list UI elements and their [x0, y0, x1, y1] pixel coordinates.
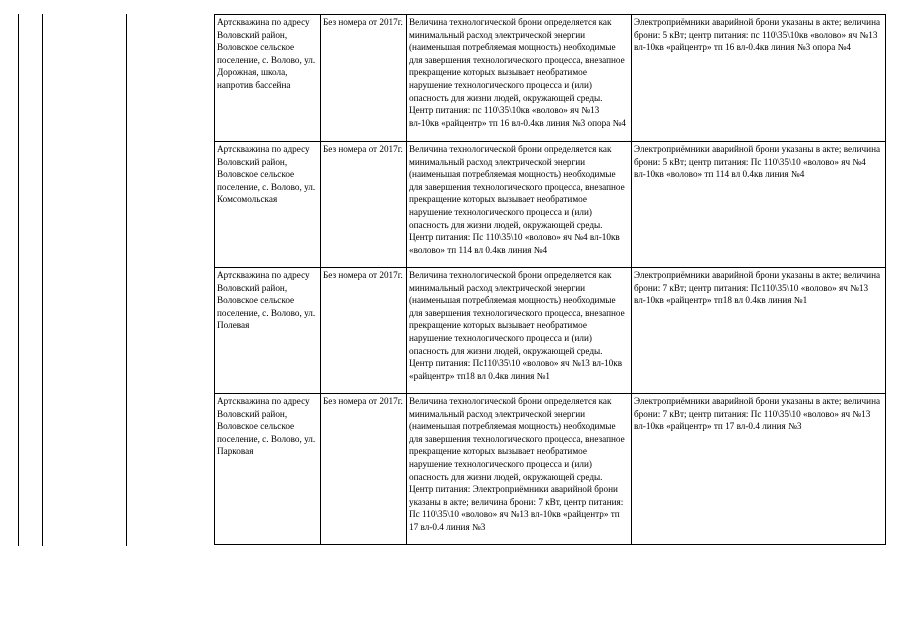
- emergency-reserve-cell: Электроприёмники аварийной брони указаны в акте; величина брони: 7 кВт; центр питания: Пс 110\35\10 «волово» яч №13 вл-10кв «райцентр» тп 17 вл-0.4 линия №3: [632, 394, 886, 545]
- table-row: [215, 394, 886, 545]
- object-address-cell: Артскважина по адресу Воловский район, Воловское сельское поселение, с. Волово, ул. Полевая: [215, 268, 321, 394]
- emergency-reserve-cell: Электроприёмники аварийной брони указаны в акте; величина брони: 5 кВт; центр питания: Пс 110\35\10 «волово» яч №4 вл-10кв «волово» тп 114 вл 0.4кв линия №4: [632, 142, 886, 268]
- act-number-cell: Без номера от 2017г.: [321, 394, 407, 545]
- reserve-description-cell: Величина технологической брони определяется как минимальный расход электрической энергии (наименьшая потребляемая мощность) необходимые для завершения технологического процесса, внезапное прекращение которых вызывает необратимое нарушение технологического процесса и (или) опасность для жизни людей, окружающей среды. Центр питания: пс 110\35\10кв «волово» яч №13 вл-10кв «райцентр» тп 16 вл-0.4кв линия №3 опора №4: [407, 15, 632, 142]
- table-row: [215, 15, 886, 142]
- object-address-cell: Артскважина по адресу Воловский район, Воловское сельское поселение, с. Волово, ул. Парковая: [215, 394, 321, 545]
- left-border-line-2: [42, 14, 43, 546]
- left-border-line-1: [18, 14, 19, 546]
- reserve-description-cell: Величина технологической брони определяется как минимальный расход электрической энергии (наименьшая потребляемая мощность) необходимые для завершения технологического процесса, внезапное прекращение которых вызывает необратимое нарушение технологического процесса и (или) опасность для жизни людей, окружающей среды. Центр питания: Пс 110\35\10 «волово» яч №4 вл-10кв «волово» тп 114 вл 0.4кв линия №4: [407, 142, 632, 268]
- emergency-reserve-cell: Электроприёмники аварийной брони указаны в акте; величина брони: 5 кВт; центр питания: пс 110\35\10кв «волово» яч №13 вл-10кв «райцентр» тп 16 вл-0.4кв линия №3 опора №4: [632, 15, 886, 142]
- act-number-cell: Без номера от 2017г.: [321, 142, 407, 268]
- table-row: [215, 268, 886, 394]
- left-border-line-3: [126, 14, 127, 546]
- reserve-description-cell: Величина технологической брони определяется как минимальный расход электрической энергии (наименьшая потребляемая мощность) необходимые для завершения технологического процесса, внезапное прекращение которых вызывает необратимое нарушение технологического процесса и (или) опасность для жизни людей, окружающей среды. Центр питания: Пс110\35\10 «волово» яч №13 вл-10кв «райцентр» тп18 вл 0.4кв линия №1: [407, 268, 632, 394]
- emergency-reserve-cell: Электроприёмники аварийной брони указаны в акте; величина брони: 7 кВт; центр питания: Пс110\35\10 «волово» яч №13 вл-10кв «райцентр» тп18 вл 0.4кв линия №1: [632, 268, 886, 394]
- object-address-cell: Артскважина по адресу Воловский район, Воловское сельское поселение, с. Волово, ул. Дорожная, школа, напротив бассейна: [215, 15, 321, 142]
- table-row: [215, 142, 886, 268]
- object-address-cell: Артскважина по адресу Воловский район, Воловское сельское поселение, с. Волово, ул. Комсомольская: [215, 142, 321, 268]
- act-number-cell: Без номера от 2017г.: [321, 268, 407, 394]
- emergency-reserve-table: [214, 14, 886, 545]
- act-number-cell: Без номера от 2017г.: [321, 15, 407, 142]
- reserve-description-cell: Величина технологической брони определяется как минимальный расход электрической энергии (наименьшая потребляемая мощность) необходимые для завершения технологического процесса, внезапное прекращение которых вызывает необратимое нарушение технологического процесса и (или) опасность для жизни людей, окружающей среды. Центр питания: Электроприёмники аварийной брони указаны в акте; величина брони: 7 кВт, центр питания: Пс 110\35\10 «волово» яч №13 вл-10кв «райцентр» тп 17 вл-0.4 линия №3: [407, 394, 632, 545]
